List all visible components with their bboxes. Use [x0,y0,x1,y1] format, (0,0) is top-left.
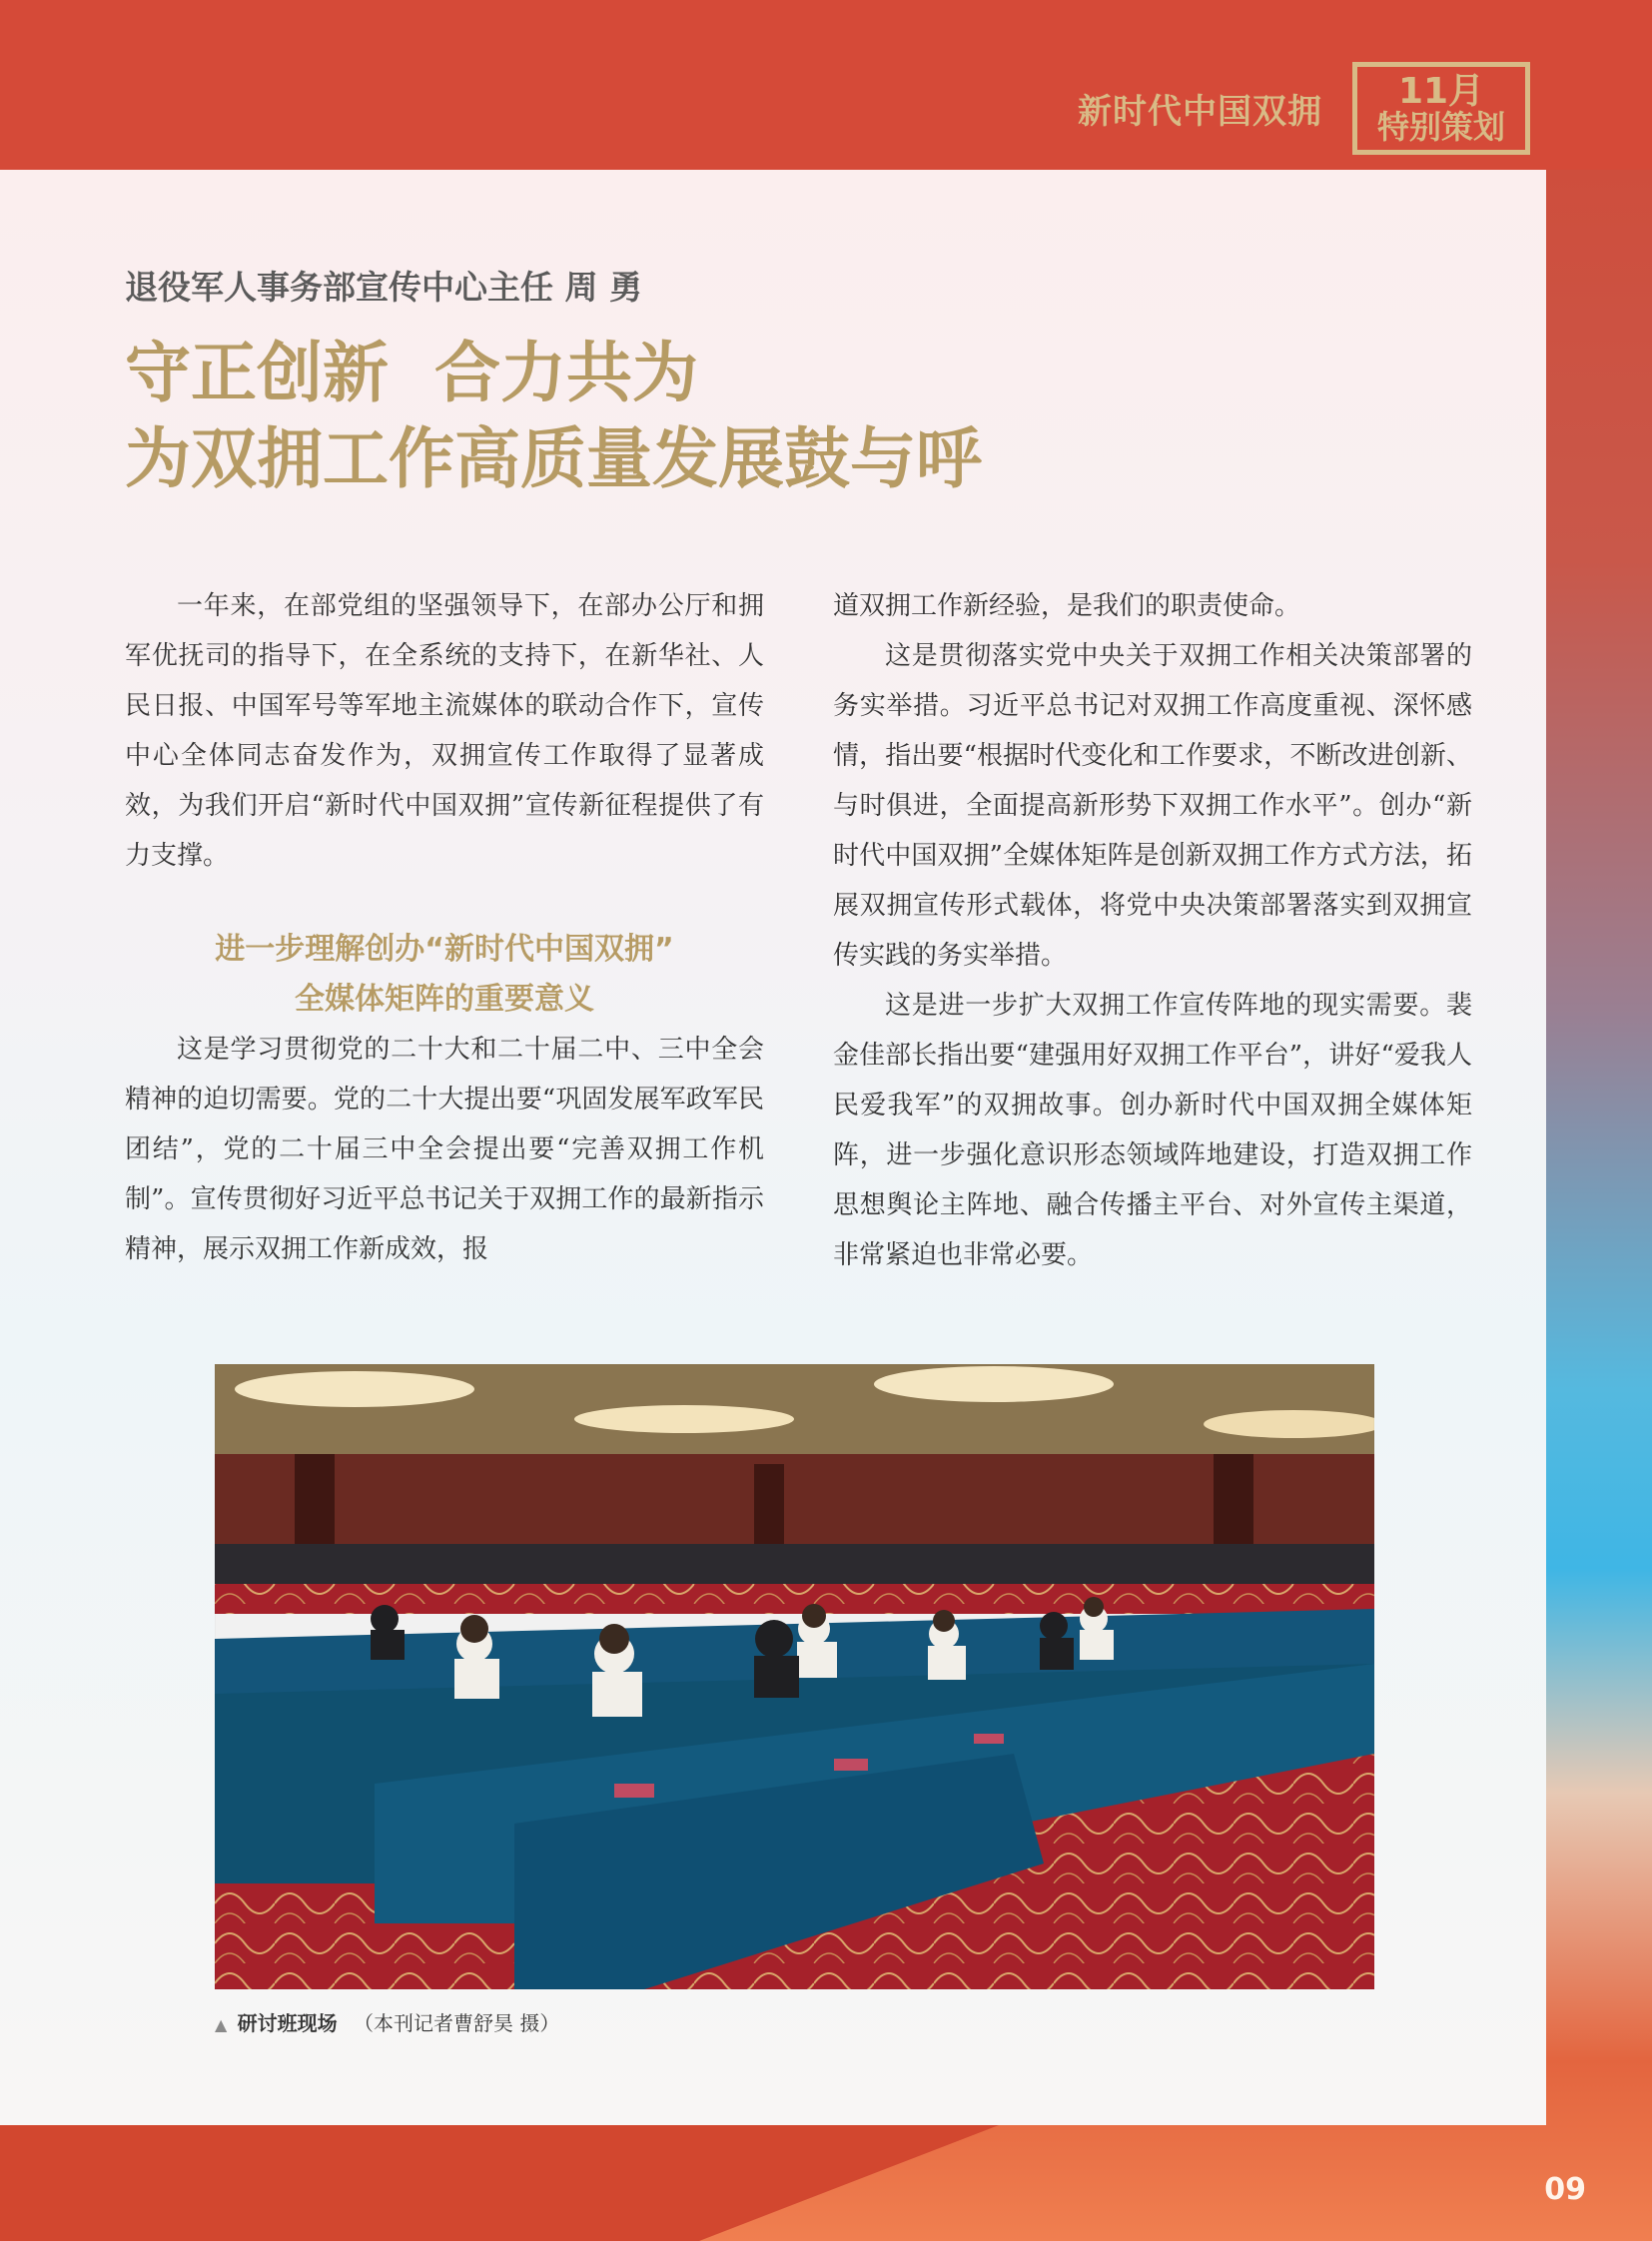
triangle-icon: ▲ [215,2015,228,2034]
paragraph: 一年来，在部党组的坚强领导下，在部办公厅和拥军优抚司的指导下，在全系统的支持下，在新华社、人民日报、中国军号等军地主流媒体的联动合作下，宣传中心全体同志奋发作为，双拥宣传工作取得了显著成效，为我们开启“新时代中国双拥”宣传新征程提供了有力支撑。 [125,591,764,871]
subheading-line-1: 进一步理解创办“新时代中国双拥” [215,932,674,967]
title-line-1: 守正创新 合力共为 [125,334,698,411]
caption-credit: （本刊记者曹舒昊 摄） [354,2011,560,2035]
bottom-decoration [0,2125,999,2241]
title-line-2: 为双拥工作高质量发展鼓与呼 [125,419,982,497]
caption-label: 研讨班现场 [237,2011,338,2035]
author-line: 退役军人事务部宣传中心主任 周 勇 [125,268,642,307]
paragraph: 这是进一步扩大双拥工作宣传阵地的现实需要。裴金佳部长指出要“建强用好双拥工作平台”，讲好“爱我人民爱我军”的双拥故事。创办新时代中国双拥全媒体矩阵，进一步强化意识形态领域阵地建设，打造双拥工作思想舆论主阵地、融合传播主平台、对外宣传主渠道，非常紧迫也非常必要。 [833,991,1472,1270]
left-column [125,581,764,1274]
section-title: 新时代中国双拥 [1078,92,1322,133]
photo-caption [215,2007,559,2036]
page-number: 09 [1544,2172,1586,2207]
seminar-photo-image [215,1364,1374,1989]
paragraph: 这是学习贯彻党的二十大和二十届二中、三中全会精神的迫切需要。党的二十大提出要“巩固发展军政军民团结”，党的二十届三中全会提出要“完善双拥工作机制”。宣传贯彻好习近平总书记关于双拥工作的最新指示精神，展示双拥工作新成效，报 [125,1035,764,1264]
subheading-line-2: 全媒体矩阵的重要意义 [295,982,594,1017]
article-title [125,330,982,501]
month-label: 11月 [1397,71,1485,112]
paragraph: 道双拥工作新经验，是我们的职责使命。 [833,591,1301,621]
feature-label: 特别策划 [1376,107,1505,146]
paragraph: 这是贯彻落实党中央关于双拥工作相关决策部署的务实举措。习近平总书记对双拥工作高度重视、深怀感情，指出要“根据时代变化和工作要求，不断改进创新、与时俱进，全面提高新形势下双拥工作水平”。创办“新时代中国双拥”全媒体矩阵是创新双拥工作方式方法，拓展双拥宣传形式载体，将党中央决策部署落实到双拥宣传实践的务实举措。 [833,641,1472,971]
seminar-photo [215,1364,1374,1989]
special-feature-box [1352,62,1530,155]
subheading [125,925,764,1025]
right-column [833,581,1472,1280]
section-tag [1078,62,1530,155]
